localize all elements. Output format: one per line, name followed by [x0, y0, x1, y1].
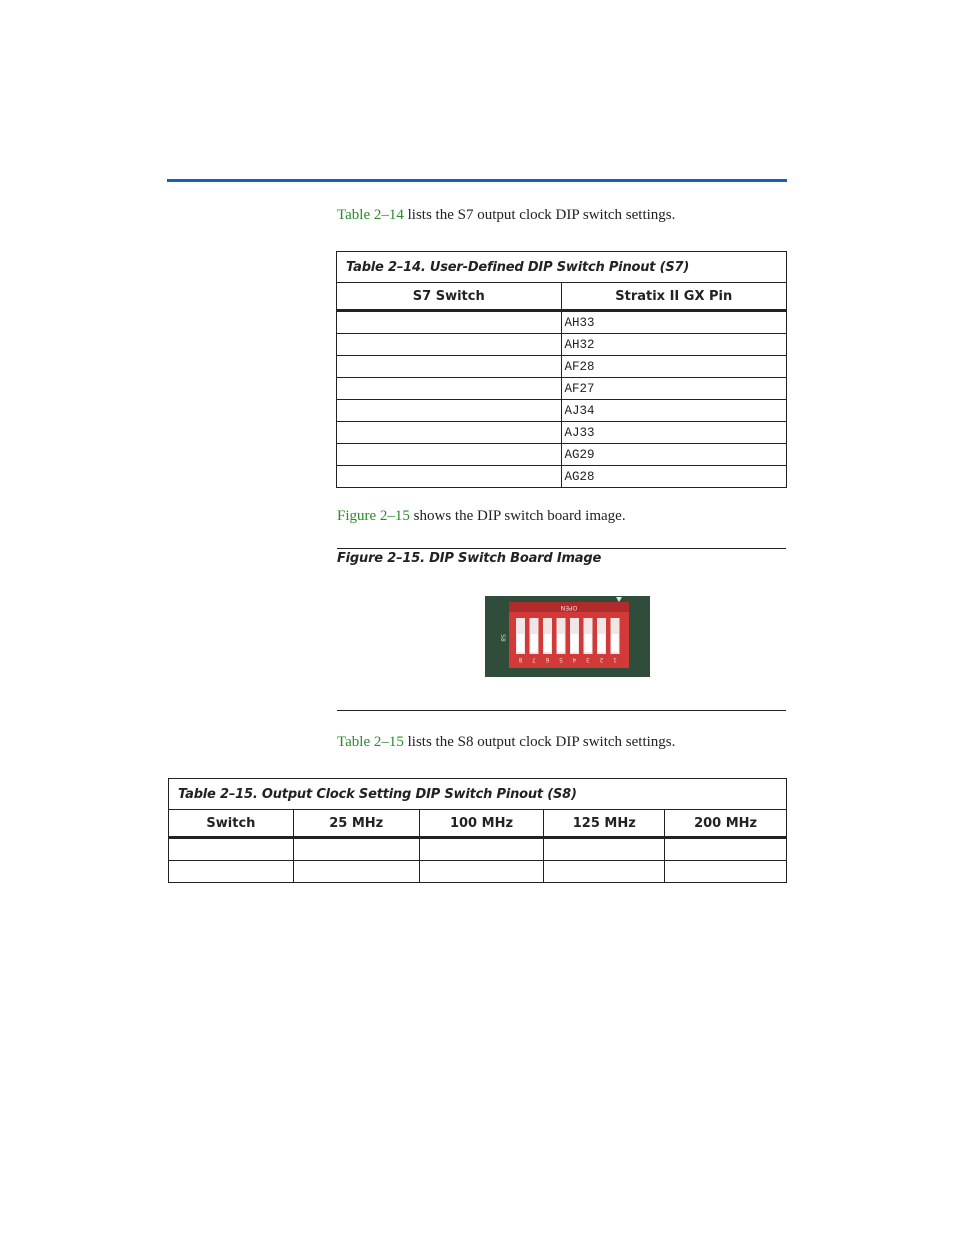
table-s7-cell	[337, 356, 562, 378]
table-s7-header-switch: S7 Switch	[337, 283, 562, 311]
table-s7-row	[337, 378, 787, 400]
table-s8-cell	[169, 838, 294, 861]
table-s7-cell: AH32	[561, 334, 787, 356]
table-s8-cell	[293, 838, 419, 861]
table-2-14-link[interactable]: Table 2–14	[337, 207, 404, 223]
table-s8-cell	[293, 861, 419, 883]
table-s8-row	[169, 861, 787, 883]
intro-s8-paragraph	[337, 734, 675, 751]
table-s8	[168, 778, 787, 883]
dip-switch-number: 1	[613, 656, 617, 663]
intro-s7-paragraph	[337, 207, 675, 224]
dip-switch-number: 2	[599, 656, 604, 663]
table-s7-cell: AG28	[561, 466, 787, 488]
table-s7-cell: AF27	[561, 378, 787, 400]
table-s7-cell	[337, 466, 562, 488]
figure-top-rule	[337, 548, 786, 549]
table-2-15-link[interactable]: Table 2–15	[337, 734, 404, 750]
table-s8-cell	[544, 861, 665, 883]
table-s8-header-25mhz: 25 MHz	[293, 810, 419, 838]
intro-figure-paragraph	[337, 508, 626, 525]
table-s7-row	[337, 311, 787, 334]
dip-switch-photo	[485, 596, 650, 677]
dip-switch-actuator	[544, 634, 551, 652]
table-s7-cell	[337, 311, 562, 334]
table-s7-cell: AH33	[561, 311, 787, 334]
table-s7-cell: AF28	[561, 356, 787, 378]
dip-switch-actuator	[571, 634, 578, 652]
table-s7-header-pin: Stratix II GX Pin	[561, 283, 787, 311]
table-s7-cell: AJ34	[561, 400, 787, 422]
figure-2-15-link[interactable]: Figure 2–15	[337, 508, 410, 524]
table-s8-body	[169, 838, 787, 883]
table-s8-cell	[419, 861, 544, 883]
figure-bottom-rule	[337, 710, 786, 711]
table-s7-cell	[337, 334, 562, 356]
table-s7-cell	[337, 444, 562, 466]
table-s7-row	[337, 444, 787, 466]
dip-switch-actuator	[531, 634, 538, 652]
dip-switch-number: 3	[586, 656, 590, 663]
table-s7-cell	[337, 422, 562, 444]
dip-switch-actuator	[598, 634, 605, 652]
photo-ref-label: S8	[499, 634, 506, 642]
dip-switch-actuator	[558, 634, 565, 652]
table-s8-cell	[665, 838, 787, 861]
figure-caption: Figure 2–15. DIP Switch Board Image	[337, 551, 602, 566]
intro-figure-text: shows the DIP switch board image.	[409, 508, 626, 524]
table-s7-row	[337, 334, 787, 356]
table-s8-row	[169, 838, 787, 861]
table-s8-cell	[169, 861, 294, 883]
photo-open-label: OPEN	[560, 604, 578, 611]
table-s7-row	[337, 422, 787, 444]
dip-switch-number: 8	[518, 656, 523, 663]
dip-switch-number: 6	[545, 656, 550, 663]
table-s7-cell	[337, 378, 562, 400]
table-s8-cell	[665, 861, 787, 883]
intro-s7-text: lists the S7 output clock DIP switch settings.	[403, 207, 676, 223]
table-s8-header-100mhz: 100 MHz	[419, 810, 544, 838]
table-s7-cell: AG29	[561, 444, 787, 466]
dip-switch-number: 4	[572, 656, 577, 663]
table-s7-cell	[337, 400, 562, 422]
table-s7-row	[337, 400, 787, 422]
dip-switch-number: 5	[559, 656, 563, 663]
header-rule	[167, 179, 787, 182]
dip-switch-actuator	[612, 634, 619, 652]
dip-switch-actuator	[585, 634, 592, 652]
table-s7-body	[337, 311, 787, 488]
table-s7	[336, 251, 787, 488]
table-s7-row	[337, 356, 787, 378]
table-s8-cell	[544, 838, 665, 861]
intro-s8-text: lists the S8 output clock DIP switch settings.	[403, 734, 676, 750]
table-s8-cell	[419, 838, 544, 861]
table-s7-cell: AJ33	[561, 422, 787, 444]
table-s7-row	[337, 466, 787, 488]
table-s8-header-switch: Switch	[169, 810, 294, 838]
dip-switch-number: 7	[532, 656, 536, 663]
table-s8-caption: Table 2–15. Output Clock Setting DIP Switch Pinout (S8)	[169, 779, 787, 810]
dip-switch-actuator	[517, 634, 524, 652]
table-s8-header-200mhz: 200 MHz	[665, 810, 787, 838]
table-s7-caption: Table 2–14. User-Defined DIP Switch Pinout (S7)	[337, 252, 787, 283]
table-s8-header-125mhz: 125 MHz	[544, 810, 665, 838]
